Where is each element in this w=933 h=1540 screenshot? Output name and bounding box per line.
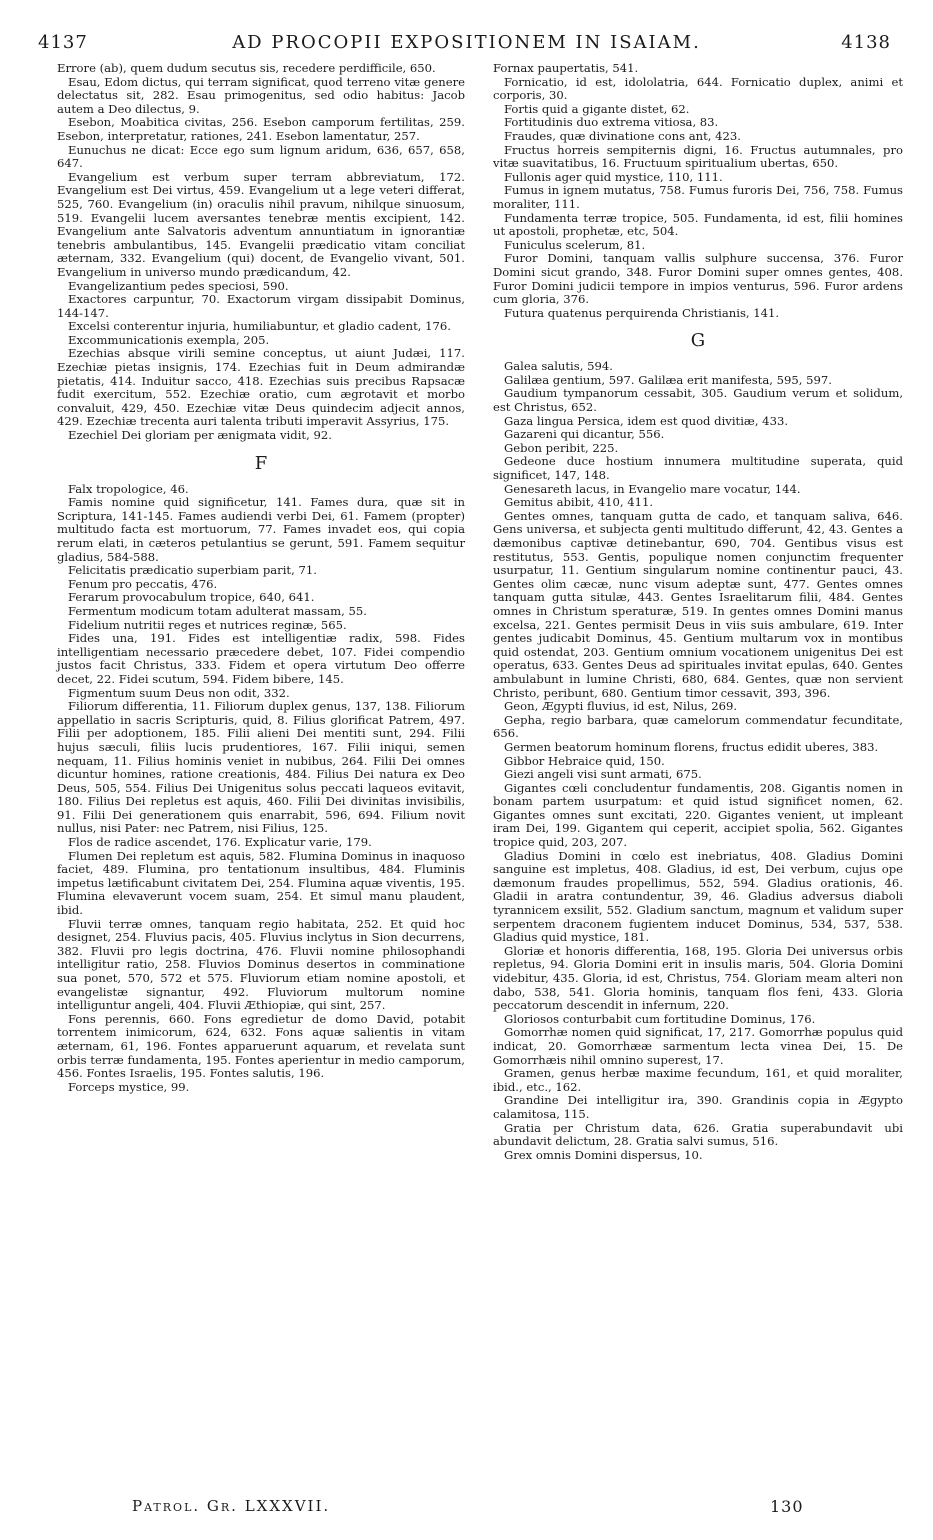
index-entry: Fides una, 191. Fides est intelligentiæ radix, 598. Fides intelligentiam necessario præcedere debet, 107. Fidei compendio justos facit Christus, 333. Fidem et opera virtutum Deo offerre decet, 22. Fidei scutum, 594. Fidem bibere, 145. (57, 631, 465, 686)
index-entry: Fornax paupertatis, 541. (493, 61, 639, 75)
index-entry: Furor Domini, tanquam vallis sulphure succensa, 376. Furor Domini sicut grando, 348. Furor Domini super omnes gentes, 408. Furor Domini judicii tempore in impios venturus, 596. Furor ardens cum gloria, 376. (493, 251, 903, 307)
index-entry: Flos de radice ascendet, 176. Explicatur varie, 179. (68, 835, 372, 850)
index-entry: Gibbor Hebraice quid, 150. (504, 753, 665, 768)
section-letter-f: F (254, 452, 268, 474)
index-entry: Fullonis ager quid mystice, 110, 111. (504, 169, 723, 184)
index-entry: Genesareth lacus, in Evangelio mare vocatur, 144. (504, 481, 801, 496)
index-entry: Evangelizantium pedes speciosi, 590. (68, 278, 289, 293)
index-entry: Geon, Ægypti fluvius, id est, Nilus, 269. (504, 699, 738, 714)
right-entries-b (493, 360, 903, 1162)
volume-signature: Patrol. Gr. LXXXVII. (132, 1497, 331, 1515)
left-entries-a (57, 62, 465, 443)
index-entry: Fortis quid a gigante distet, 62. (504, 101, 690, 116)
index-entry: Forceps mystice, 99. (68, 1079, 190, 1094)
index-entry: Evangelium est verbum super terram abbreviatum, 172. Evangelium est Dei virtus, 459. Evangelium ut a lege veteri differat, 525, 760. Evangelium (in) oraculis nihil pravum, nihilque sinuosum, 519. Evangelii lucem aversantes tenebræ mentis excipient, 142. Evangelium ante Salvatoris adventum annuntiatum in ignorantiæ tenebris ambulantibus, 145. Evangelii prædicatio vitam conciliat æternam, 332. Evangelium (qui) docent, de Evangelio vivant, 501. Evangelium in universo mundo prædicandum, 42. (57, 169, 465, 279)
index-entry: Fortitudinis duo extrema vitiosa, 83. (504, 115, 719, 130)
index-entry: Fundamenta terræ tropice, 505. Fundamenta, id est, filii homines ut apostoli, prophetæ, etc, 504. (493, 210, 903, 239)
index-entry: Flumen Dei repletum est aquis, 582. Flumina Dominus in inaquoso faciet, 489. Flumina, pro tentationum insultibus, 484. Fluminis impetus lætificabunt civitatem Dei, 254. Flumina aquæ viventis, 195. Flumina elevaverunt vocem suam, 254. Et simul manu plaudent, ibid. (57, 848, 465, 918)
index-entry: Fenum pro peccatis, 476. (68, 576, 218, 591)
running-header (0, 32, 933, 60)
index-entry: Galilæa gentium, 597. Galilæa erit manifesta, 595, 597. (504, 372, 832, 387)
left-column (57, 62, 465, 1094)
index-entry: Fornicatio, id est, idololatria, 644. Fornicatio duplex, animi et corporis, 30. (493, 74, 903, 103)
index-entry: Esau, Edom dictus, qui terram significat, quod terreno vitæ genere delectatus sit, 282. Esau primogenitus, sed odio habitus: Jacob autem a Deo dilectus, 9. (57, 74, 465, 116)
index-entry: Funiculus scelerum, 81. (504, 237, 646, 252)
index-entry: Ezechias absque virili semine conceptus, ut aiunt Judæi, 117. Ezechiæ pietas insignis, 174. Ezechias fuit in Deum admirandæ pietatis, 414. Induitur sacco, 418. Ezechias suis precibus Rapsacæ fudit exercitum, 552. Ezechiæ oratio, cum ægrotavit et morbo convaluit, 429, 450. Ezechiæ vitæ Deus quindecim adjecit annos, 429. Ezechiæ trecenta auri talenta tributi imperavit Assyrius, 175. (57, 346, 465, 429)
index-entry: Fidelium nutritii reges et nutrices reginæ, 565. (68, 617, 347, 632)
index-entry: Fraudes, quæ divinatione cons ant, 423. (504, 128, 741, 143)
index-entry: Exactores carpuntur, 70. Exactorum virgam dissipabit Dominus, 144-147. (57, 292, 465, 320)
index-entry: Felicitatis prædicatio superbiam parit, 71. (68, 563, 317, 578)
index-entry: Giezi angeli visi sunt armati, 675. (504, 767, 702, 782)
index-entry: Fumus in ignem mutatus, 758. Fumus furoris Dei, 756, 758. Fumus moraliter, 111. (493, 183, 903, 211)
index-entry: Gigantes cœli concludentur fundamentis, 208. Gigantis nomen in bonam partem usurpatum: et quid istud significet nomen, 62. Gigantes omnes sunt excitati, 220. Gigantes venient, ut impleant iram Dei, 199. Gigantem qui ceperit, accipiet spolia, 562. Gigantes tropice quid, 203, 207. (493, 780, 903, 850)
index-entry: Gloriæ et honoris differentia, 168, 195. Gloria Dei universus orbis repletus, 94. Gloria Domini erit in insulis maris, 504. Gloria Domini videbitur, 435. Gloria, id est, Christus, 754. Gloriam meam alteri non dabo, 538, 541. Gloria hominis, tanquam flos feni, 433. Gloria peccatorum descendit in infernum, 220. (493, 943, 903, 1013)
index-entry: Gladius Domini in cœlo est inebriatus, 408. Gladius Domini sanguine est impletus, 408. Gladius, id est, Dei verbum, cujus ope dæmonum fraudes propellimus, 552, 594. Gladius orationis, 46. Gladii in aratra contundentur, 39, 46. Gladius adversus diaboli tyrannicem exsilit, 552. Gladium sanctum, magnum et validum super serpentem draconem fugientem inducet Dominus, 534, 537, 538. Gladius quid mystice, 181. (493, 848, 903, 945)
index-entry: Fluvii terræ omnes, tanquam regio habitata, 252. Et quid hoc designet, 254. Fluvius pacis, 405. Fluvius inclytus in Sion decurrens, 382. Fluvii pro legis doctrina, 476. Fluvii nomine philosophandi intelligitur ratio, 258. Fluvios Dominus desertos in comminatione sua ponet, 570, 572 et 575. Fluviorum etiam nomine apostoli, et evangelistæ signantur, 492. Fluviorum multorum nomine intelliguntur angeli, 404. Fluvii Æthiopiæ, qui sint, 257. (57, 916, 465, 1013)
index-entry: Gedeone duce hostium innumera multitudine superata, quid significet, 147, 148. (493, 454, 903, 483)
index-entry: Eunuchus ne dicat: Ecce ego sum lignum aridum, 636, 657, 658, 647. (57, 142, 465, 171)
index-entry: Excommunicationis exempla, 205. (68, 332, 270, 347)
index-entry: Filiorum differentia, 11. Filiorum duplex genus, 137, 138. Filiorum appellatio in sacris Scripturis, quid, 8. Filius glorificat Patrem, 497. Filii per adoptionem, 185. Filii alieni Dei mentiti sunt, 294. Filii hujus sæculi, filiis lucis prudentiores, 167. Filii iniqui, semen nequam, 11. Filius hominis veniet in nubibus, 264. Filii Dei omnes dicuntur homines, ratione creationis, 484. Filius Dei natura ex Deo Deus, 505, 554. Filius Dei Unigenitus solus peccati laqueos evitavit, 180. Filius Dei repletus est aquis, 460. Filii Dei divinitas invisibilis, 91. Filii Dei generationem quis enarrabit, 596, 694. Filium novit nullus, nisi Pater: nec Patrem, nisi Filius, 125. (57, 699, 465, 836)
index-entry: Figmentum suum Deus non odit, 332. (68, 685, 290, 700)
index-entry: Famis nomine quid significetur, 141. Fames dura, quæ sit in Scriptura, 141-145. Fames audiendi verbi Dei, 61. Famem (propter) multitudo facta est mortuorum, 77. Fames invadet eos, qui copia rerum elati, in cæteros petulantius se gerunt, 591. Famem sequitur gladius, 584-588. (57, 495, 465, 564)
right-entries-a (493, 62, 903, 320)
right-column (493, 62, 903, 1162)
index-entry: Gratia per Christum data, 626. Gratia superabundavit ubi abundavit delictum, 28. Gratia salvi sumus, 516. (493, 1120, 903, 1149)
index-entry: Gramen, genus herbæ maxime fecundum, 161, et quid moraliter, ibid., etc., 162. (493, 1066, 903, 1094)
index-entry: Fructus horreis sempiternis digni, 16. Fructus autumnales, pro vitæ suavitatibus, 16. Fructuum spiritualium ubertas, 650. (493, 142, 903, 171)
index-entry: Fermentum modicum totam adulterat massam, 55. (68, 603, 367, 618)
index-entry: Ezechiel Dei gloriam per ænigmata vidit, 92. (68, 428, 332, 443)
column-number-right: 4138 (841, 32, 891, 53)
index-entry: Gloriosos conturbabit cum fortitudine Dominus, 176. (504, 1011, 816, 1026)
index-entry: Excelsi conterentur injuria, humiliabuntur, et gladio cadent, 176. (68, 319, 451, 334)
section-letter-g: G (690, 330, 706, 352)
index-entry: Grandine Dei intelligitur ira, 390. Grandinis copia in Ægypto calamitosa, 115. (493, 1093, 903, 1121)
index-entry: Gepha, regio barbara, quæ camelorum commendatur fecunditate, 656. (493, 712, 903, 741)
index-entry: Grex omnis Domini dispersus, 10. (504, 1147, 703, 1162)
index-entry: Gomorrhæ nomen quid significat, 17, 217. Gomorrhæ populus quid indicat, 20. Gomorrhææ sarmentum lecta vinea Dei, 15. De Gomorrhæis nihil omnino superest, 17. (493, 1025, 903, 1067)
left-entries-b (57, 483, 465, 1095)
index-entry: Esebon, Moabitica civitas, 256. Esebon camporum fertilitas, 259. Esebon, interpretatur, rationes, 241. Esebon lamentatur, 257. (57, 115, 465, 143)
running-title: AD PROCOPII EXPOSITIONEM IN ISAIAM. (232, 32, 701, 53)
index-entry: Gemitus abibit, 410, 411. (504, 495, 654, 510)
index-entry: Gazareni qui dicantur, 556. (504, 427, 665, 442)
index-entry: Errore (ab), quem dudum secutus sis, recedere perdifficile, 650. (57, 61, 436, 75)
index-entry: Gentes omnes, tanquam gutta de cado, et tanquam saliva, 646. Gens universa, et subjecta genti multitudo differunt, 42, 43. Gentes a dæmonibus captivæ detinebantur, 690, 704. Gentibus visus est restitutus, 553. Gentis, populique nomen conjunctim frequenter usurpatur, 11. Gentium singularum nomine continentur pauci, 43. Gentes olim cæcæ, nunc visum adeptæ sunt, 477. Gentes omnes tanquam gutta situlæ, 443. Gentes Israelitarum filii, 484. Gentes omnes in Christum speraturæ, 519. In gentes omnes Domini manus excelsa, 221. Gentes permisit Deus in viis suis ambulare, 619. Inter gentes judicabit Dominus, 45. Gentium multarum vox in montibus quid ostendat, 203. Gentium omnium vocationem unigenitus Dei est operatus, 633. Gentes Deus ad spirituales invitat epulas, 640. Gentes ambulabunt in lumine Christi, 680, 684. Gentes, quæ non servient Christo, peribunt, 680. Gentium timor cessavit, 393, 396. (493, 508, 903, 700)
index-entry: Fons perennis, 660. Fons egredietur de domo David, potabit torrentem inimicorum, 624, 632. Fons aquæ salientis in vitam æternam, 61, 196. Fontes apparuerunt aquarum, et revelata sunt orbis terræ fundamenta, 195. Fontes aperientur in medio camporum, 456. Fontes Israelis, 195. Fontes salutis, 196. (57, 1011, 465, 1081)
signature-number: 130 (770, 1497, 804, 1516)
index-entry: Gaudium tympanorum cessabit, 305. Gaudium verum et solidum, est Christus, 652. (493, 386, 903, 415)
index-entry: Ferarum provocabulum tropice, 640, 641. (68, 590, 315, 605)
index-entry: Gaza lingua Persica, idem est quod divitiæ, 433. (504, 413, 789, 428)
index-entry: Falx tropologice, 46. (68, 481, 189, 496)
page-footer (0, 1497, 933, 1521)
index-entry: Germen beatorum hominum florens, fructus edidit uberes, 383. (504, 739, 879, 754)
index-entry: Futura quatenus perquirenda Christianis, 141. (504, 305, 780, 320)
column-number-left: 4137 (38, 32, 88, 53)
index-entry: Gebon peribit, 225. (504, 440, 619, 455)
index-entry: Galea salutis, 594. (504, 359, 613, 374)
